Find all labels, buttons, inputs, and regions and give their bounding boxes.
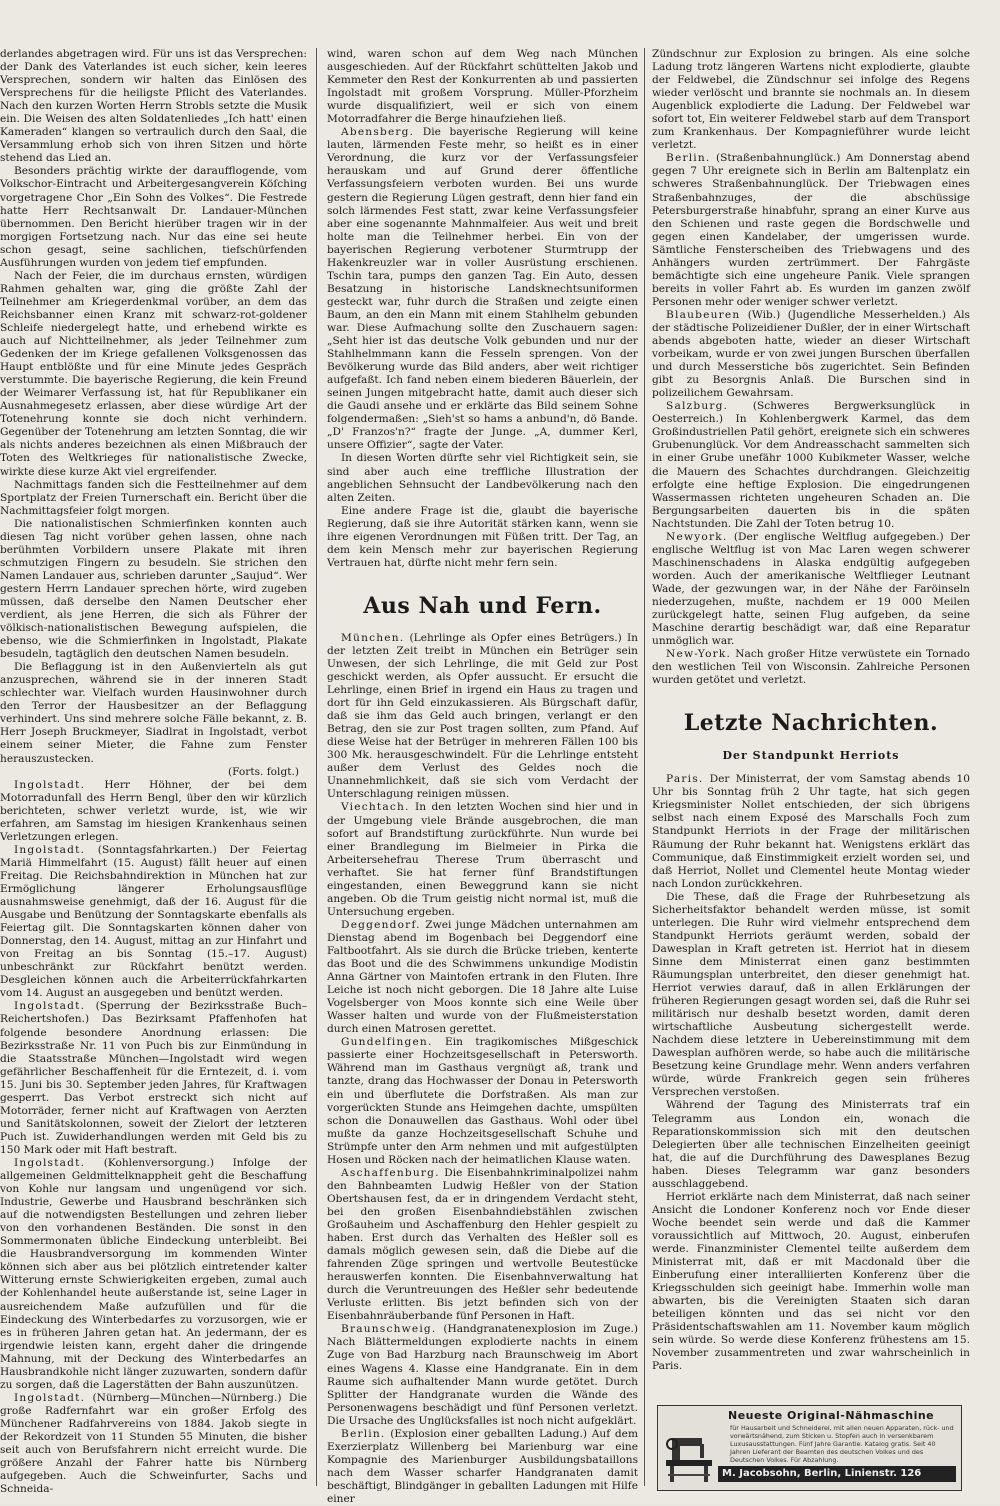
article-paragraph (0, 48, 307, 165)
dateline: Berlin. (666, 152, 711, 165)
column-divider (644, 48, 645, 1486)
ad-firm: M. Jacobsohn, Berlin, Linienstr. 126 (718, 1466, 956, 1482)
article-paragraph (327, 1036, 638, 1166)
paragraph-text: (Handgranatenexplosion im Zuge.) Nach Blättermeldungen explodierte nachts in einem Zuge von Bad Harzburg nach Braunschweig im Abort eines Wagens 4. Klasse eine Handgranate. Ein in dem Raume sich aufhaltender Mann wurde getötet. Durch Splitter der Handgranate wurden die Wände des Personenwagens beschädigt und fünf Personen verletzt. Die Ursache des Unglücksfalles ist noch nicht aufgeklärt. (327, 1323, 638, 1427)
article-paragraph (652, 891, 970, 1100)
dateline: Gundelfingen. (341, 1036, 433, 1049)
paragraph-text: Ein tragikomisches Mißgeschick passierte einer Hochzeitsgesellschaft in Petersworth. Während man im Gasthaus vergnügt aß, trank und tanzte, drang das Hochwasser der Donau in Petersworth ein und überflutete die Dorfstraßen. Als man zur vorgerückten Stunde ans Heimgehen dachte, umspülten schon die Donauwellen das Gasthaus. Wohl oder übel mußte da ganze Hochzeitsgesellschaft Schuhe und Strümpfe unter den Arm nehmen und mit aufgestülpten Hosen und Röcken nach der heimatlichen Klause waten. (327, 1036, 638, 1166)
article-paragraph (0, 1000, 307, 1157)
sewing-machine-advertisement (657, 1405, 962, 1491)
article-paragraph (0, 165, 307, 269)
paragraph-text: derlandes abgetragen wird. Für uns ist das Versprechen: der Dank des Vaterlandes ist euch sicher, kein leeres Versprechen, sondern wir halten das Einlösen des Versprechens für die heiligste Pflicht des Vaterlandes. Nach den kurzen Worten Herrn Strobls setzte die Musik ein. Die Weisen des alten Soldatenliedes „Ich hatt' einen Kameraden“ klangen so vertraulich durch den Saal, die Versammlung erhob sich von ihren Sitzen und hörte stehend das Lied an. (0, 48, 307, 165)
dateline: Newyork. (666, 530, 728, 543)
paragraph-text: (Lehrlinge als Opfer eines Betrügers.) In der letzten Zeit treibt in München ein Betrüger sein Unwesen, der sich Lehrlinge, die mit Geld zur Post geschickt werden, als Opfer aussucht. Er ersucht die Lehrlinge, einen Brief in irgend ein Haus zu tragen und dort für ihn Geld einzukassieren. Als Bürgschaft dafür, daß sie ihm das Geld auch bringen, verlangt er den Betrag, den sie zur Post tragen sollten, zum Pfand. Auf diese Weise hat der Betrüger in mehreren Fällen 100 bis 300 Mk. herausgeschwindelt. Für die Lehrlinge entsteht außer dem Verlust des Geldes noch die Unannehmlichkeit, daß sie sich vom Verdacht der Unterschlagung reinigen müssen. (327, 631, 638, 801)
paragraph-text: (Sonntagsfahrkarten.) Der Feiertag Mariä Himmelfahrt (15. August) fällt heuer auf einen Freitag. Die Reichsbahndirektion in München hat zur Ermöglichung längerer Erholungsausflüge ausnahmsweise genehmigt, daß der 16. August für die Ausgabe und Benützung der Sonntagskarte ebenfalls als Feiertag gilt. Die Sonntagskarten können daher von Donnerstag, den 14. August, mittag an zur Hinfahrt und von Freitag an bis Sonntag (15.–17. August) unbeschränkt zur Rückfahrt benützt werden. Desgleichen können auch die Arbeiterrückfahrkarten vom 14. August an ausgegeben und benützt werden. (0, 843, 307, 1000)
article-paragraph (0, 1392, 307, 1496)
paragraph-text: Zwei junge Mädchen unternahmen am Dienstag abend im Bogenbach bei Deggendorf eine Faltbootfahrt. Als sie durch die Brücke trieben, kenterte das Boot und die des Schwimmens unkundige Modistin Anna Gärtner von Maintofen ertrank in den Fluten. Ihre Leiche ist noch nicht geborgen. Die 18 Jahre alte Luise Vogelsberger von Moos konnte sich eine Weile über Wasser halten und wurde von der Flußmeisterstation durch einen Matrosen gerettet. (327, 918, 638, 1036)
paragraph-text: Während der Tagung des Ministerrats traf ein Telegramm aus London ein, wonach die Reparationskommission sich mit den deutschen Delegierten über alle technischen Einzelheiten geeinigt hat, die auf die Durchführung des Dawesplanes Bezug haben. Dieses Telegramm war ganz besonders ausschlaggebend. (652, 1099, 970, 1190)
paragraph-text: wind, waren schon auf dem Weg nach München ausgeschieden. Auf der Rückfahrt schüttelten Jakob und Kemmeter den Rest der Konkurrenten ab und passierten Ingolstadt mit großem Vorsprung. Müller-Pforzheim wurde disqualifiziert, weil er sich von einem Motorradfahrer die Berge hinaufziehen ließ. (327, 48, 638, 126)
paragraph-text: Herr Höhner, der bei dem Motorradunfall des Herrn Bengl, über den wir kürzlich berichteten, schwer verletzt wurde, ist, wie wir erfahren, am Samstag im hiesigen Krankenhaus seinen Verletzungen erlegen. (0, 778, 307, 843)
section-subtitle: Der Standpunkt Herriots (722, 749, 900, 763)
paragraph-text: Die Eisenbahnkriminalpolizei nahm den Bahnbeamten Ludwig Heßler von der Station Obertshausen fest, da er in dringendem Verdacht steht, bei den großen Eisenbahndiebstählen zwischen Großauheim und Aschaffenburg den Hehler gespielt zu haben. Erst durch das Verhalten des Heßler soll es damals möglich gewesen sein, daß die Diebe auf die fahrenden Züge springen und wertvolle Beutestücke herauswerfen konnten. Die Eisenbahnverwaltung hat durch die Veruntreuungen des Heßler sehr bedeutende Verluste erlitten. Bis jetzt befinden sich von der Eisenbahnräuberbande fünf Personen in Haft. (327, 1166, 638, 1323)
dateline: München. (341, 631, 405, 644)
ad-body: für Hausarbeit und Schneiderei, mit allen neuen Apparaten, rück- und vorwärtsnähend, zum Sticken u. Stopfen auch in versenkbarem Luxusausstattungen. Fünf Jahre Garantie. Katalog gratis. Seit 40 Jahren Lieferant der Beamten des deutschen Volkes und des Deutschen Volkes. Für Abzahlung. (730, 1424, 954, 1464)
article-paragraph (0, 270, 307, 479)
paragraph-text: (Explosion einer geballten Ladung.) Auf dem Exerzierplatz Willenberg bei Marienburg war eine Kompagnie des Marienburger Ausbildungsbataillons nach dem Wasser scharfer Handgranaten damit beschäftigt, Blindgänger in geballten Ladungen mit Hilfe einer (327, 1427, 638, 1505)
article-paragraph (652, 309, 970, 400)
dateline: Ingolstadt. (14, 778, 86, 791)
dateline: Berlin. (341, 1427, 386, 1440)
article-paragraph (652, 152, 970, 309)
article-paragraph (327, 1428, 638, 1506)
dateline: Salzburg. (666, 400, 729, 413)
article-paragraph (652, 648, 970, 687)
paragraph-text: Nachmittags fanden sich die Festteilnehmer auf dem Sportplatz der Freien Turnerschaft ein. Bericht über die Nachmittagsfeier folgt morgen. (0, 478, 307, 517)
article-paragraph (0, 779, 307, 844)
dateline: Ingolstadt. (14, 1156, 86, 1169)
article-paragraph (652, 48, 970, 152)
dateline: Ingolstadt. (14, 1391, 86, 1404)
article-paragraph (327, 48, 638, 126)
article-paragraph (327, 919, 638, 1036)
dateline: New-York. (666, 648, 732, 661)
dateline: Ingolstadt. (14, 843, 86, 856)
paragraph-text: (Sperrung der Bezirksstraße Buch–Reichertshofen.) Das Bezirksamt Pfaffenhofen hat folgende besondere Anordnung erlassen: Die Bezirksstraße Nr. 11 von Puch bis zur Einmündung in die Staatsstraße München—Ingolstadt wird wegen gefährlicher Beschaffenheit für die Erntezeit, d. i. vom 15. Juni bis 30. September jeden Jahres, für Kraftwagen gesperrt. Das Verbot erstreckt sich nicht auf Motorräder, ferner nicht auf Kraftwagen von Aerzten und Sanitätskolonnen, soweit der Zielort der letzteren Puch ist. Zuwiderhandlungen werden mit Geld bis zu 150 Mark oder mit Haft bestraft. (0, 1000, 307, 1156)
ad-headline: Neueste Original-Nähmaschine (728, 1409, 935, 1422)
article-paragraph (0, 766, 307, 779)
article-paragraph (0, 1157, 307, 1392)
dateline: Braunschweig. (341, 1323, 437, 1336)
paragraph-text: (Kohlenversorgung.) Infolge der allgemeinen Geldmittelknappheit geht die Beschaffung von Kohle nur langsam und ungenügend vor sich. Industrie, Gewerbe und Hausbrand beschränken sich auf die notwendigsten Bestellungen und zehren lieber von den vorhandenen Beständen. Die sonst in den Sommermonaten übliche Eindeckung unterbleibt. Bei die Hausbrandversorgung im kommenden Winter können sich aber aus bei plötzlich eintretender kalter Witterung ernste Schwierigkeiten ergeben, zumal auch der Kohlenhandel heute außerstande ist, seine Lager in ausreichendem Maße aufzufüllen und für die Eindeckung des Winterbedarfes zu vorzusorgen, wie er es in früheren Jahren getan hat. An jedermann, der es irgendwie leisten kann, ergeht daher die dringende Mahnung, mit der Deckung des Winterbedarfes an Hausbrandkohle nicht länger zuzuwarten, sondern dafür zu sorgen, daß die Lagerstätten der Bahn auszunützen. (0, 1156, 307, 1391)
paragraph-text: Die These, daß die Frage der Ruhrbesetzung als Sicherheitsfaktor behandelt werden müsse, ist somit unterlegen. Die Ruhr wird vielmehr entsprechend dem Standpunkt Herriots geräumt werden, sobald der Dawesplan in Kraft getreten ist. Herriot hat in diesem Sinne dem Ministerrat einen ganz bestimmten Räumungsplan unterbreitet, den dieser genehmigt hat. Herriot verwies darauf, daß in allen Erklärungen der früheren Regierungen gesagt worden sei, daß die Ruhr sei militärisch nur deshalb besetzt worden, damit deren wirtschaftliche Ausbeutung sichergestellt werde. Nachdem diese letztere in Uebereinstimmung mit dem Dawesplan aufhören werde, so habe auch die militärische Besetzung keine Grundlage mehr. Wenn anders verfahren würde, würde Frankreich gegen sein früheres Versprechen verstoßen. (652, 890, 970, 1099)
paragraph-text: Zündschnur zur Explosion zu bringen. Als eine solche Ladung trotz längeren Wartens nicht explodierte, glaubte der Feldwebel, die Zündschnur sei infolge des Regens wieder verlöscht und brannte sie nochmals an. In diesem Augenblick explodierte die Ladung. Der Feldwebel war sofort tot, Ein weiterer Feldwebel starb auf dem Transport zum Krankenhaus. Der Kompagnieführer wurde leicht verletzt. (652, 48, 970, 152)
dateline: Abensberg. (341, 126, 415, 139)
paragraph-text: (Schweres Bergwerksunglück in Oesterreich.) In Kohlenbergwerk Karmel, das dem Großindustriellen Patil gehört, ereignete sich ein schweres Grubenunglück. Vor dem Andreasschacht sammelten sich in einer Grube unefähr 1000 Kubikmeter Wasser, welche die Mauern des Schachtes durchdrangen. Gleichzeitig erfolgte eine heftige Explosion. Die eingedrungenen Wassermassen richteten ungeheuren Schaden an. Die Bergungsarbeiten dauerten bis in die späten Nachtstunden. Die Zahl der Toten betrug 10. (652, 400, 970, 530)
article-paragraph (327, 632, 638, 802)
article-paragraph (0, 479, 307, 518)
article-paragraph (0, 661, 307, 765)
column-2 (327, 48, 638, 1505)
paragraph-text: Herriot erklärte nach dem Ministerrat, daß nach seiner Ansicht die Londoner Konferenz noch vor Ende dieser Woche beendet sein werde und daß die Kammer voraussichtlich auf Mittwoch, 20. August, einberufen werde. Finanzminister Clementel teilte außerdem dem Ministerrat mit, daß er mit Macdonald über die Einberufung einer interalliierten Konferenz über die Kriegsschulden sich geeinigt habe. Immerhin wolle man abwarten, bis die Vereinigten Staaten sich daran beteiligen könnten und das sei nicht vor den Präsidentschaftswahlen am 11. November kaum möglich sein würde. So werde diese Konferenz frühestens am 15. November zusammentreten und zwar wahrscheinlich in Paris. (652, 1190, 970, 1373)
article-paragraph (327, 1167, 638, 1324)
article-paragraph (0, 518, 307, 662)
dateline: Viechtach. (341, 801, 410, 814)
column-3 (652, 48, 970, 1486)
paragraph-text: (Wib.) (Jugendliche Messerhelden.) Als der städtische Polizeidiener Dußler, der in einer Wirtschaft abends abgeboten hatte, wieder an dieser Wirtschaft vorbeikam, wurde er von zwei jungen Burschen überfallen und durch Messerstiche bös zugerichtet. Sein Befinden gibt zu Besorgnis Anlaß. Die Burschen sind in polizeilichem Gewahrsam. (652, 308, 970, 400)
paragraph-text: Die nationalistischen Schmierfinken konnten auch diesen Tag nicht vorüber gehen lassen, ohne nach berühmten Vorbildern unsere Plakate mit ihren schmutzigen Fingern zu besudeln. Sie strichen den Namen Landauer aus, schrieben darunter „Saujud“. Wer gestern Herrn Landauer sprechen hörte, wird zugeben müssen, daß derselbe den Namen Deutscher eher verdient, als jene Herren, die sich als Führer der völkisch-nationalistischen Bewegung aufspielen, die ebenso, wie die Schmierfinken in Ingolstadt, Plakate besudeln, tagtäglich den deutschen Namen besudeln. (0, 517, 307, 661)
article-paragraph (327, 452, 638, 504)
paragraph-text: Die Beflaggung ist in den Außenvierteln als gut anzusprechen, während sie in der inneren Stadt schlechter war. Vielfach wurden Hausinwohner durch den Terror der Hausbesitzer an der Beflaggung verhindert. Uns sind mehrere solche Fälle bekannt, z. B. Herr Joseph Bruckmeyer, Siadlrat in Ingolstadt, verbot einem seiner Mieter, die Fahne zum Fenster herauszustecken. (0, 661, 307, 765)
paragraph-text: Die bayerische Regierung will keine lauten, lärmenden Feste mehr, so heißt es in einer Verordnung, die kurz vor der Verfassungsfeier herauskam und auf Grund derer öffentliche Verfassungsfeiern verboten wurden. Bei uns wurde gestern die Regierung Lügen gestraft, denn hier fand ein solch lärmendes Fest statt, zwar keine Verfassungsfeier aber eine sogenannte Mahnmalfeier. Aus weit und breit holte man die Teilnehmer herbei. Ein von der bayerischen Regierung verbotener Sturmtrupp der Hakenkreuzler war in voller Ausrüstung erschienen. Tschin tara, pumps den ganzen Tag. Ein Auto, dessen Besatzung in historische Landsknechtsuniformen gesteckt war, fuhr durch die Straßen und zeigte einen Baum, an den ein Mann mit einem Stahlhelm gebunden war. Diese Aufmachung sollte den Zuschauern sagen: „Seht hier ist das deutsche Volk gebunden und nur der Stahlhelmmann kann die Fesseln sprengen. Von der Bevölkerung wurde das Bild anders, aber weit richtiger aufgefaßt. Ich fand neben einem biederen Bäuerlein, der seinen Jungen mitgebracht hatte, damit auch dieser sich die Gaudi ansehe und er erklärte das Bild seinem Sohne folgendermaßen: „Sieh'st so hams a anbund'n, dö Bande. „D' Franzos'n?“ fragte der Junge. „A, dummer Kerl, unsere Offizier“, sagte der Vater. (327, 126, 638, 452)
paragraph-text: Der Ministerrat, der vom Samstag abends 10 Uhr bis Sonntag früh 2 Uhr tagte, hat sich gegen Kriegsminister Nollet entschieden, der sich übrigens selbst nach einem Exposé des Marschalls Foch zum Standpunkt Herriots in der Frage der militärischen Räumung der Ruhr bekannt hat. Wenigstens erklärt das Communique, daß Einstimmigkeit erzielt worden sei, und daß Herriot, Nollet und Clementel heute Montag wieder nach London zurückkehren. (652, 773, 970, 890)
paragraph-text: In diesen Worten dürfte sehr viel Richtigkeit sein, sie sind aber auch eine treffliche Illustration der angeblichen Sehnsucht der Landbevölkerung nach den alten Zeiten. (327, 452, 638, 504)
paragraph-text: Eine andere Frage ist die, glaubt die bayerische Regierung, daß sie ihre Autorität stärken kann, wenn sie ihre eigenen Verordnungen mit Füßen tritt. Der Tag, an dem kein Mensch mehr zur bayerischen Regierung Vertrauen hat, dürfte nicht mehr fern sein. (327, 504, 638, 569)
column-divider (316, 48, 317, 1486)
section-title: Letzte Nachrichten. (683, 710, 939, 737)
article-paragraph (652, 400, 970, 530)
paragraph-text: (Forts. folgt.) (227, 765, 299, 778)
paragraph-text: Besonders prächtig wirkte der daraufflogende, vom Volkschor-Eintracht und Arbeitergesangverein Köſching vorgetragene Chor „Ein Sohn des Volkes“. Die Festrede hatte Herr Rechtsanwalt Dr. Landauer-München übernommen. Den Bericht hierüber tragen wir in der morgigen Fortsetzung nach. Nur das eine sei heute schon gesagt, seine sachlichen, tiefschürfenden Ausführungen wurden von jedem tief empfunden. (0, 165, 307, 269)
sewing-machine-icon (662, 1422, 718, 1484)
section-title: Aus Nah und Fern. (363, 592, 602, 619)
article-paragraph (652, 531, 970, 648)
dateline: Deggendorf. (341, 918, 421, 931)
article-paragraph (652, 1191, 970, 1374)
column-1 (0, 48, 307, 1496)
paragraph-text: Nach der Feier, die im durchaus ernsten, würdigen Rahmen gehalten war, ging die größte Zahl der Teilnehmer am Kriegerdenkmal vorüber, an dem das Reichsbanner einen Kranz mit schwarz-rot-goldener Schleife niedergelegt hatte, und erhebend wirkte es auch auf Nichtteilnehmer, als jeder Teilnehmer zum Gedenken der im Kriege gefallenen Volksgenossen das Haupt entblößte und für eine Minute jedes Gespräch verstummte. Die bayerische Regierung, die kein Freund der Weimarer Verfassung ist, hat für Republikaner ein Ausnahmegesetz erlassen, aber diese würdige Art der Totenehrung konnte sie doch nicht verhindern. Gegenüber der Totenehrung am letzten Sonntag, die wir als nichts anderes bezeichnen als einen Mißbrauch der Toten des Weltkrieges für nationalistische Zwecke, wirkte diese kurze Akt viel ergreifender. (0, 269, 307, 478)
article-paragraph (327, 505, 638, 570)
paragraph-text: In den letzten Wochen sind hier und in der Umgebung viele Brände ausgebrochen, die man sofort auf Brandstiftung zurückführte. Nun wurde bei einer Brandlegung im Bielmeier in Pirka die Arbeitersehefrau Therese Trum überrascht und verhaftet. Sie hat ferner fünf Brandstiftungen eingestanden, einen Beweggrund kann sie nicht angeben. Ob die Trum geistig nicht normal ist, muß die Untersuchung ergeben. (327, 801, 638, 918)
dateline: Paris. (666, 773, 704, 786)
paragraph-text: (Straßenbahnunglück.) Am Donnerstag abend gegen 7 Uhr ereignete sich in Berlin am Baltenplatz ein schweres Straßenbahnunglück. Der Triebwagen eines Straßenbahnzuges, der die abschüssige Petersburgerstraße hinabfuhr, sprang an einer Kurve aus den Schienen und raste gegen die Bordschwelle und gegen einen Kandelaber, der umgerissen wurde. Sämtliche Fensterscheiben des Triebwagens und des Anhängers wurden zertrümmert. Der Fahrgäste bemächtigte sich eine ungeheure Panik. Viele sprangen bereits in voller Fahrt ab. Es wurden im ganzen zwölf Personen mehr oder weniger schwer verletzt. (652, 152, 970, 308)
article-paragraph (652, 1099, 970, 1190)
paragraph-text: Nach großer Hitze verwüstete ein Tornado den westlichen Teil von Wisconsin. Zahlreiche Personen wurden getötet und verletzt. (652, 648, 970, 687)
dateline: Ingolstadt. (14, 1000, 86, 1013)
dateline: Aschaffenburg. (341, 1166, 440, 1179)
article-paragraph (327, 801, 638, 918)
ad-firm-address: Linienstr. 126 (844, 1468, 922, 1479)
article-paragraph (652, 773, 970, 890)
article-paragraph (327, 126, 638, 452)
paragraph-text: (Nürnberg—München—Nürnberg.) Die große Radfernfahrt war ein großer Erfolg des Münchener Radfahrvereins von 1884. Jakob siegte in der Rekordzeit von 11 Stunden 55 Minuten, die bisher seit auch von Berufsfahrern nicht erreicht wurde. Die größere Anzahl der Fahrer hatte bis Nürnberg aufgegeben. Auch die Schweinfurter, Sachs und Schneida- (0, 1391, 307, 1496)
article-paragraph (0, 844, 307, 1001)
article-paragraph (327, 1323, 638, 1427)
dateline: Blaubeuren (666, 308, 741, 321)
ad-firm-name: M. Jacobsohn, Berlin (722, 1468, 838, 1479)
paragraph-text: (Der englische Weltflug aufgegeben.) Der englische Weltflug ist von Mac Laren wegen schwerer Maschinenschadens in Alaska endgültig aufgegeben worden. Auch der amerikanische Weltflieger Leutnant Wade, der gezwungen war, in der Nähe der Faröinseln niederzugehen, mußte, nachdem er 19 000 Meilen zurückgelegt hatte, seinen Flug aufgeben, da seine Maschine derartig beschädigt war, daß eine Reparatur unmöglich war. (652, 530, 970, 648)
